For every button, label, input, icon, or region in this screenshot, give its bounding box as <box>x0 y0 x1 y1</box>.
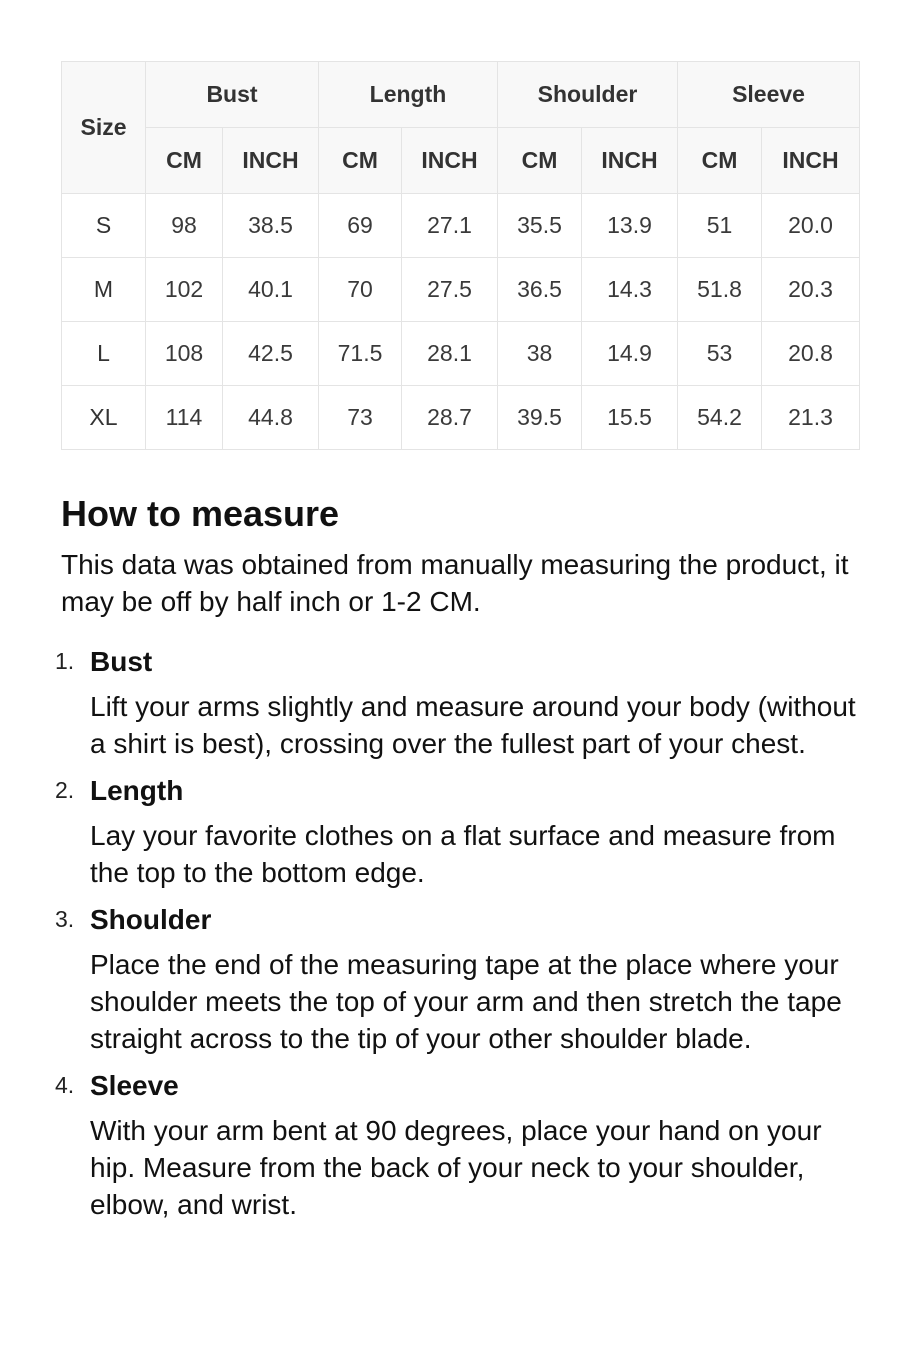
table-cell: 42.5 <box>223 322 319 386</box>
table-cell: 73 <box>319 386 402 450</box>
list-item <box>55 1068 861 1223</box>
step-title: Length <box>90 775 184 806</box>
table-unit-row <box>62 128 860 194</box>
table-cell: 14.9 <box>582 322 678 386</box>
table-cell: 20.8 <box>762 322 860 386</box>
step-text: Place the end of the measuring tape at the place where your shoulder meets the top of your arm and then stretch the tape straight across to the tip of your other shoulder blade. <box>90 949 842 1054</box>
table-row <box>62 322 860 386</box>
step-title: Bust <box>90 646 153 677</box>
unit-header-cm: CM <box>498 128 582 194</box>
size-column-header: Size <box>62 62 146 194</box>
table-cell: 114 <box>146 386 223 450</box>
step-title: Sleeve <box>90 1070 179 1101</box>
table-row <box>62 386 860 450</box>
table-cell: 27.5 <box>402 258 498 322</box>
unit-header-inch: INCH <box>223 128 319 194</box>
table-header-row <box>62 62 860 128</box>
unit-header-inch: INCH <box>582 128 678 194</box>
table-cell: 71.5 <box>319 322 402 386</box>
step-text: Lift your arms slightly and measure around your body (without a shirt is best), crossing over the fullest part of your chest. <box>90 691 856 759</box>
table-cell: 13.9 <box>582 194 678 258</box>
step-number: 4. <box>55 1072 75 1098</box>
table-cell: 39.5 <box>498 386 582 450</box>
table-row <box>62 258 860 322</box>
table-cell: 38.5 <box>223 194 319 258</box>
table-cell: 51 <box>678 194 762 258</box>
unit-header-cm: CM <box>319 128 402 194</box>
shoulder-column-header: Shoulder <box>498 62 678 128</box>
size-chart-table <box>61 61 860 450</box>
table-cell: 27.1 <box>402 194 498 258</box>
step-text: With your arm bent at 90 degrees, place your hand on your hip. Measure from the back of your neck to your shoulder, elbow, and wrist. <box>90 1115 822 1220</box>
measure-steps-list <box>55 644 861 1223</box>
table-row <box>62 194 860 258</box>
step-title: Shoulder <box>90 904 212 935</box>
intro-text: This data was obtained from manually measuring the product, it may be off by half inch or 1-2 CM. <box>61 549 849 617</box>
table-cell: 54.2 <box>678 386 762 450</box>
size-cell: M <box>62 258 146 322</box>
table-cell: 102 <box>146 258 223 322</box>
table-cell: 20.0 <box>762 194 860 258</box>
list-item <box>55 773 861 891</box>
how-to-measure-section <box>55 488 861 1234</box>
table-cell: 15.5 <box>582 386 678 450</box>
table-cell: 38 <box>498 322 582 386</box>
table-cell: 53 <box>678 322 762 386</box>
unit-header-inch: INCH <box>762 128 860 194</box>
sleeve-column-header: Sleeve <box>678 62 860 128</box>
step-text: Lay your favorite clothes on a flat surface and measure from the top to the bottom edge. <box>90 820 836 888</box>
table-cell: 35.5 <box>498 194 582 258</box>
section-title: How to measure <box>61 493 340 534</box>
step-number: 1. <box>55 648 75 674</box>
table-cell: 21.3 <box>762 386 860 450</box>
table-cell: 14.3 <box>582 258 678 322</box>
list-item <box>55 644 861 762</box>
table-cell: 36.5 <box>498 258 582 322</box>
list-item <box>55 902 861 1057</box>
step-number: 2. <box>55 777 75 803</box>
unit-header-cm: CM <box>678 128 762 194</box>
bust-column-header: Bust <box>146 62 319 128</box>
table-cell: 69 <box>319 194 402 258</box>
unit-header-cm: CM <box>146 128 223 194</box>
table-cell: 44.8 <box>223 386 319 450</box>
table-cell: 108 <box>146 322 223 386</box>
table-cell: 51.8 <box>678 258 762 322</box>
size-cell: S <box>62 194 146 258</box>
step-number: 3. <box>55 906 75 932</box>
size-cell: L <box>62 322 146 386</box>
table-cell: 28.7 <box>402 386 498 450</box>
length-column-header: Length <box>319 62 498 128</box>
table-cell: 70 <box>319 258 402 322</box>
table-cell: 40.1 <box>223 258 319 322</box>
size-cell: XL <box>62 386 146 450</box>
table-cell: 20.3 <box>762 258 860 322</box>
table-cell: 28.1 <box>402 322 498 386</box>
unit-header-inch: INCH <box>402 128 498 194</box>
table-cell: 98 <box>146 194 223 258</box>
